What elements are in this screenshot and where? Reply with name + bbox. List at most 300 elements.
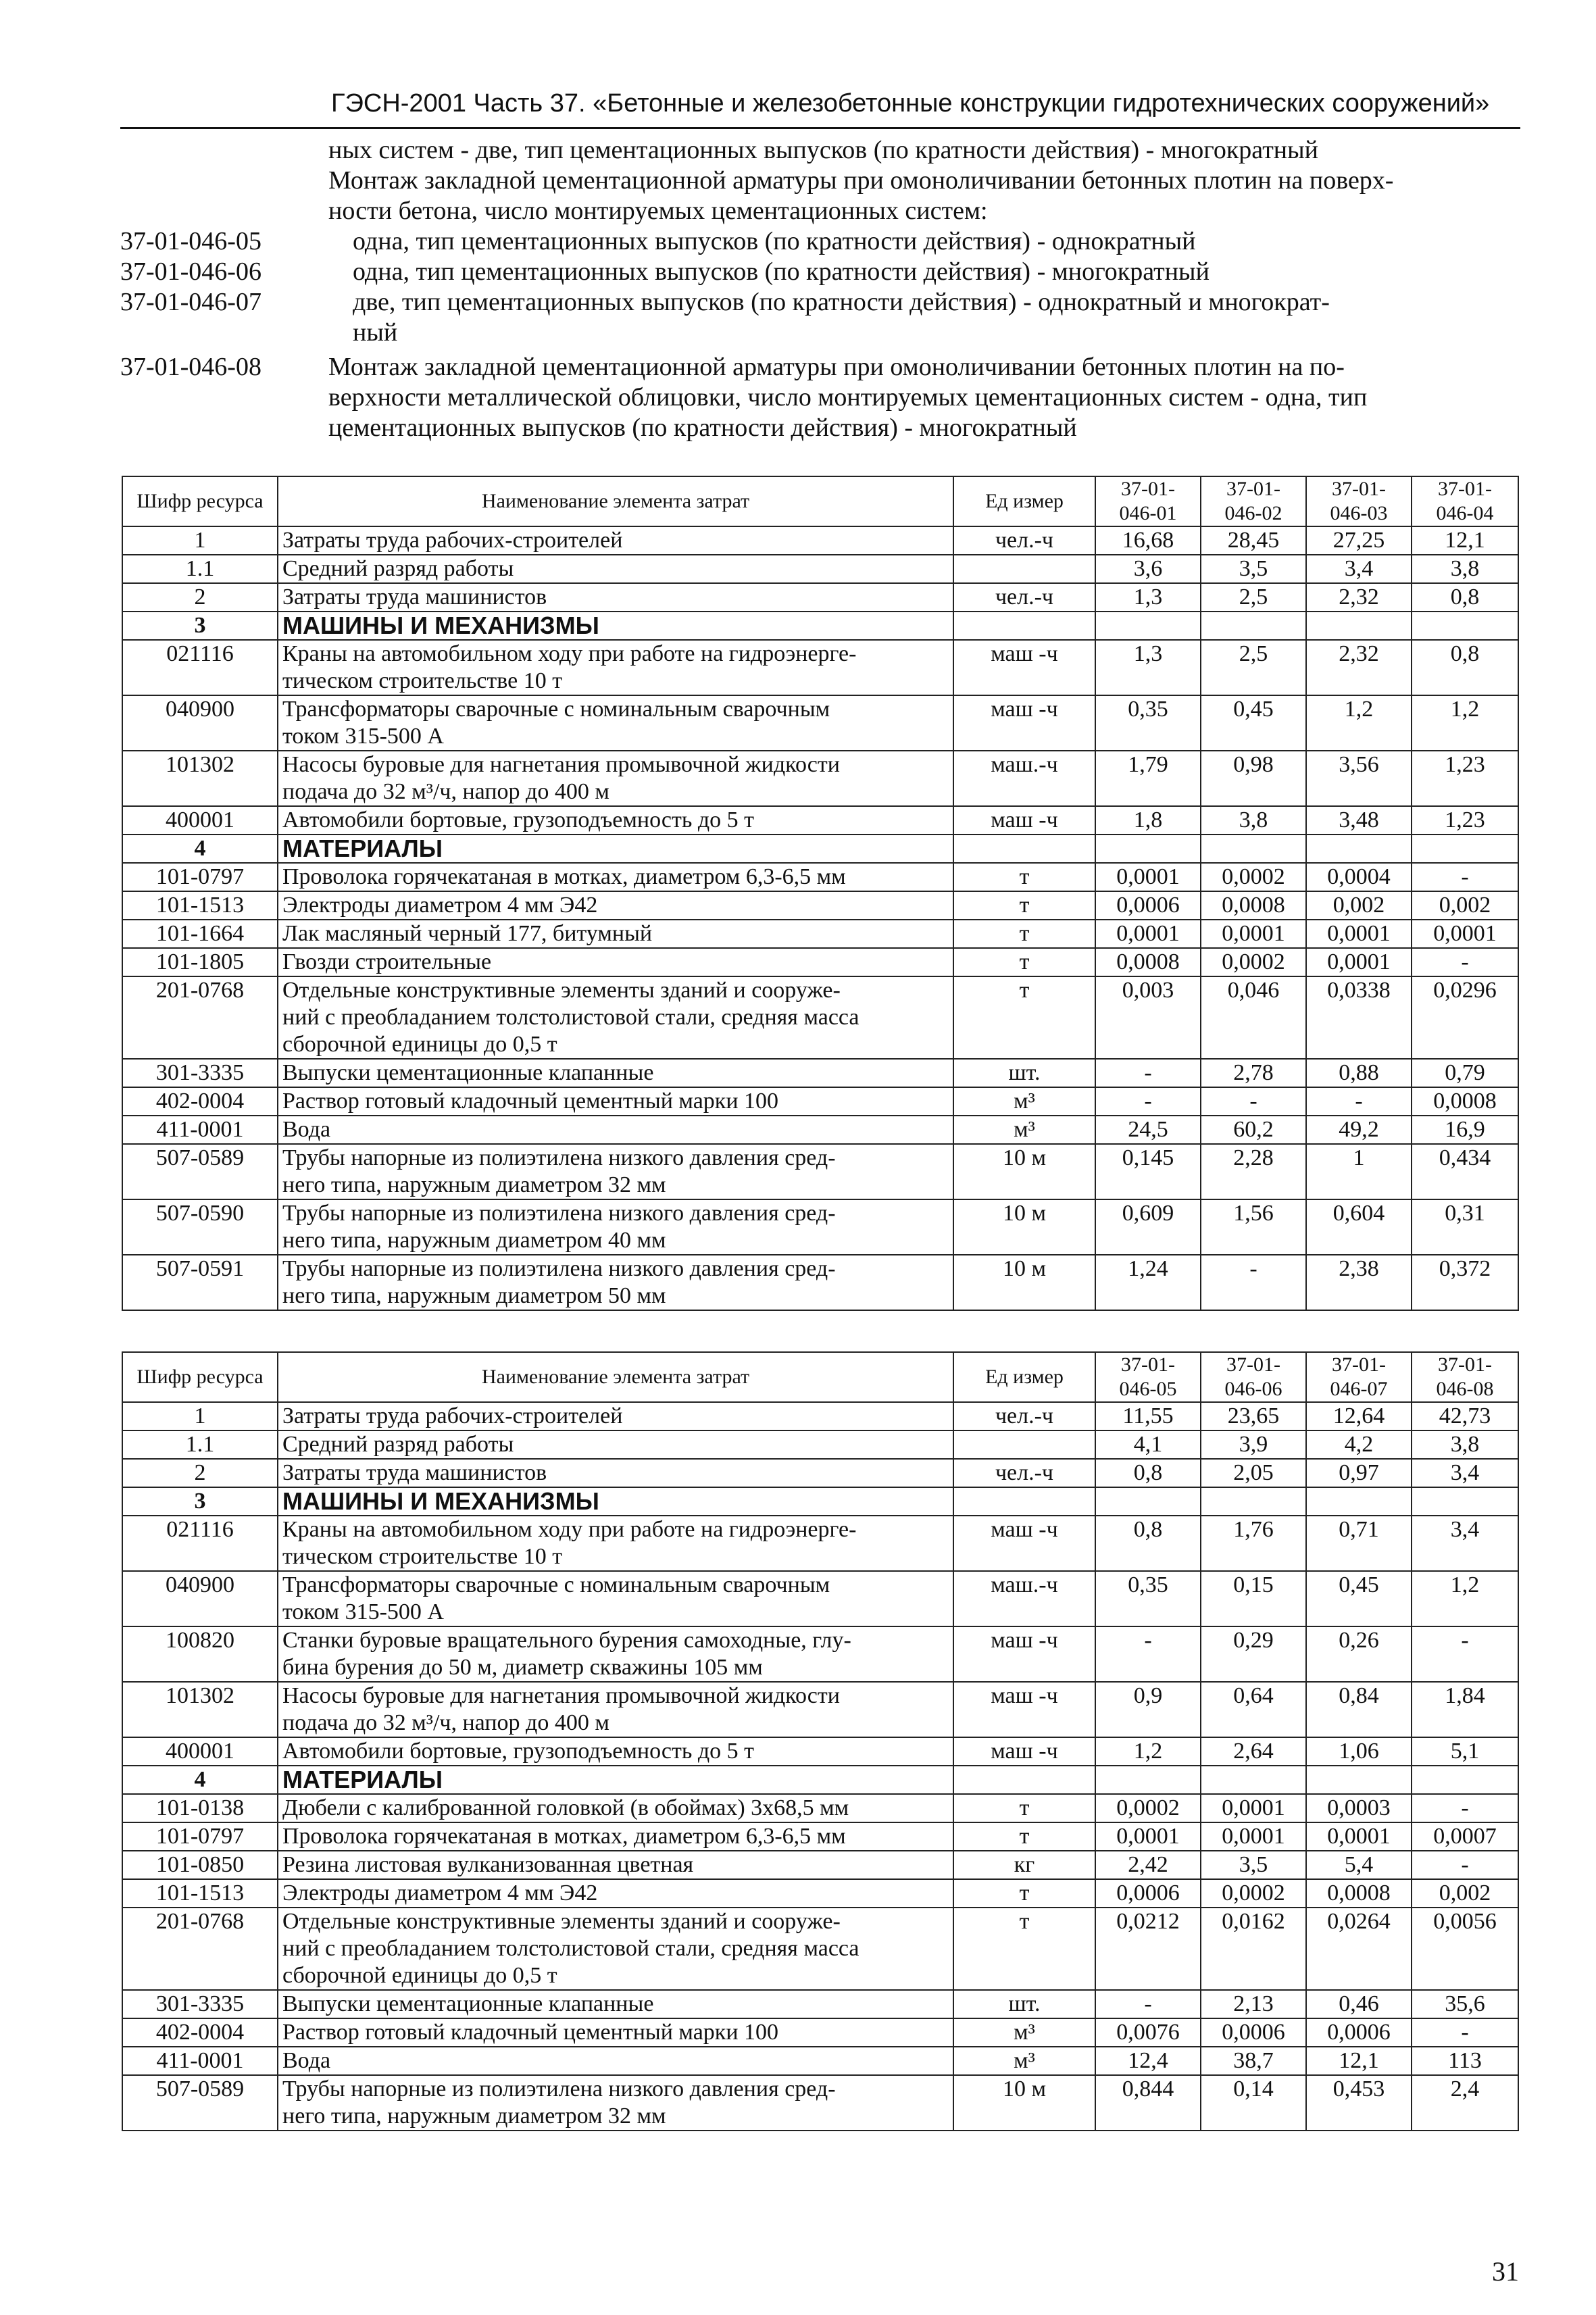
resource-name-cell: Трубы напорные из полиэтилена низкого давления сред- него типа, наружным диаметром 50 мм — [278, 1255, 953, 1310]
table-section-row — [122, 612, 1518, 640]
intro-item — [120, 287, 1520, 318]
resource-name-cell: Проволока горячекатаная в мотках, диаметром 6,3-6,5 мм — [278, 1822, 953, 1851]
table-row — [122, 1059, 1518, 1087]
value-cell: 0,0006 — [1095, 1879, 1201, 1908]
table-row — [122, 2047, 1518, 2075]
intro-item — [120, 226, 1520, 257]
value-cell: 0,003 — [1095, 976, 1201, 1059]
value-cell: 0,002 — [1306, 891, 1412, 920]
resource-code-cell: 101-1513 — [122, 1879, 278, 1908]
value-cell: 1,3 — [1095, 640, 1201, 695]
resource-code-cell: 2 — [122, 583, 278, 612]
table-row — [122, 1571, 1518, 1626]
value-cell: 0,35 — [1095, 1571, 1201, 1626]
value-cell: 0,8 — [1095, 1516, 1201, 1571]
value-cell: 0,0008 — [1412, 1087, 1518, 1116]
resource-code-cell: 040900 — [122, 695, 278, 751]
resource-name-cell: Электроды диаметром 4 мм Э42 — [278, 891, 953, 920]
value-cell: 0,64 — [1201, 1682, 1306, 1737]
value-cell — [1095, 612, 1201, 640]
resource-name-cell: МАТЕРИАЛЫ — [278, 1766, 953, 1794]
value-cell: 0,844 — [1095, 2075, 1201, 2131]
value-cell: 3,4 — [1412, 1516, 1518, 1571]
table-row — [122, 555, 1518, 583]
value-cell: 0,0002 — [1201, 863, 1306, 891]
value-cell: 0,002 — [1412, 891, 1518, 920]
value-cell: 1,24 — [1095, 1255, 1201, 1310]
resource-name-cell: МАШИНЫ И МЕХАНИЗМЫ — [278, 1487, 953, 1516]
table-row — [122, 2075, 1518, 2131]
table-row — [122, 976, 1518, 1059]
value-cell: 0,0003 — [1306, 1794, 1412, 1822]
table-header-cell: 37-01- 046-05 — [1095, 1352, 1201, 1402]
table-header-cell: Наименование элемента затрат — [278, 1352, 953, 1402]
value-cell: 2,64 — [1201, 1737, 1306, 1766]
table-row — [122, 1990, 1518, 2018]
table-row — [122, 1255, 1518, 1310]
value-cell: 3,56 — [1306, 751, 1412, 806]
table-header-row — [122, 476, 1518, 526]
value-cell — [1201, 1487, 1306, 1516]
value-cell: 0,97 — [1306, 1459, 1412, 1487]
unit-cell: маш -ч — [953, 640, 1095, 695]
value-cell: 28,45 — [1201, 526, 1306, 555]
value-cell: 3,9 — [1201, 1430, 1306, 1459]
resource-code-cell: 101-1513 — [122, 891, 278, 920]
value-cell: - — [1306, 1087, 1412, 1116]
resource-name-cell: Затраты труда машинистов — [278, 1459, 953, 1487]
value-cell: 0,14 — [1201, 2075, 1306, 2131]
value-cell: 2,28 — [1201, 1144, 1306, 1199]
resource-code-cell: 201-0768 — [122, 1908, 278, 1990]
value-cell: 0,26 — [1306, 1626, 1412, 1682]
resource-code-cell: 101-1805 — [122, 948, 278, 976]
value-cell: - — [1412, 863, 1518, 891]
resource-name-cell: Раствор готовый кладочный цементный марки 100 — [278, 1087, 953, 1116]
value-cell: 2,5 — [1201, 583, 1306, 612]
unit-cell: маш -ч — [953, 1737, 1095, 1766]
value-cell: 4,1 — [1095, 1430, 1201, 1459]
unit-cell: м³ — [953, 2047, 1095, 2075]
value-cell: 0,604 — [1306, 1199, 1412, 1255]
value-cell: 2,5 — [1201, 640, 1306, 695]
value-cell: 0,46 — [1306, 1990, 1412, 2018]
unit-cell — [953, 612, 1095, 640]
value-cell: 0,0004 — [1306, 863, 1412, 891]
resource-code-cell: 040900 — [122, 1571, 278, 1626]
resource-name-cell: Вода — [278, 2047, 953, 2075]
resource-code-cell: 1.1 — [122, 555, 278, 583]
intro-item-code: 37-01-046-07 — [120, 288, 261, 316]
value-cell: 0,0006 — [1095, 891, 1201, 920]
table-header-cell: Ед измер — [953, 1352, 1095, 1402]
value-cell: 0,88 — [1306, 1059, 1412, 1087]
unit-cell: маш -ч — [953, 1516, 1095, 1571]
intro-item — [120, 352, 1520, 382]
table-row — [122, 1737, 1518, 1766]
value-cell: 0,45 — [1201, 695, 1306, 751]
value-cell: 42,73 — [1412, 1402, 1518, 1430]
resource-name-cell: Гвозди строительные — [278, 948, 953, 976]
value-cell: 11,55 — [1095, 1402, 1201, 1430]
unit-cell: м³ — [953, 1087, 1095, 1116]
resource-code-cell: 507-0590 — [122, 1199, 278, 1255]
value-cell: 2,38 — [1306, 1255, 1412, 1310]
resource-name-cell: Трансформаторы сварочные с номинальным сварочным током 315-500 А — [278, 1571, 953, 1626]
value-cell — [1306, 1766, 1412, 1794]
value-cell: 2,42 — [1095, 1851, 1201, 1879]
resource-code-cell: 507-0589 — [122, 1144, 278, 1199]
table-header-cell: 37-01- 046-06 — [1201, 1352, 1306, 1402]
value-cell: 1,84 — [1412, 1682, 1518, 1737]
resource-name-cell: Насосы буровые для нагнетания промывочной жидкости подача до 32 м³/ч, напор до 400 м — [278, 1682, 953, 1737]
value-cell: 0,8 — [1095, 1459, 1201, 1487]
value-cell — [1201, 1766, 1306, 1794]
unit-cell — [953, 1430, 1095, 1459]
value-cell: 12,1 — [1412, 526, 1518, 555]
value-cell: 0,0076 — [1095, 2018, 1201, 2047]
resource-name-cell: Выпуски цементационные клапанные — [278, 1059, 953, 1087]
resource-name-cell: Трансформаторы сварочные с номинальным сварочным током 315-500 А — [278, 695, 953, 751]
value-cell: - — [1412, 1794, 1518, 1822]
value-cell: 1,3 — [1095, 583, 1201, 612]
resource-code-cell: 3 — [122, 612, 278, 640]
intro-line: ности бетона, число монтируемых цементационных систем: — [328, 197, 988, 225]
value-cell: 38,7 — [1201, 2047, 1306, 2075]
value-cell: 0,453 — [1306, 2075, 1412, 2131]
table-header-cell: 37-01- 046-01 — [1095, 476, 1201, 526]
value-cell — [1095, 835, 1201, 863]
value-cell: 3,4 — [1412, 1459, 1518, 1487]
value-cell: 5,1 — [1412, 1737, 1518, 1766]
value-cell: 1,2 — [1412, 695, 1518, 751]
resource-name-cell: Вода — [278, 1116, 953, 1144]
value-cell: 49,2 — [1306, 1116, 1412, 1144]
table-row — [122, 1626, 1518, 1682]
resource-code-cell: 1 — [122, 526, 278, 555]
resource-name-cell: Автомобили бортовые, грузоподъемность до 5 т — [278, 1737, 953, 1766]
value-cell: 0,0007 — [1412, 1822, 1518, 1851]
value-cell: 0,9 — [1095, 1682, 1201, 1737]
value-cell: 113 — [1412, 2047, 1518, 2075]
value-cell: 16,9 — [1412, 1116, 1518, 1144]
resource-name-cell: Дюбели с калиброванной головкой (в обоймах) 3х68,5 мм — [278, 1794, 953, 1822]
value-cell — [1306, 612, 1412, 640]
value-cell: 0,0001 — [1095, 863, 1201, 891]
value-cell: 3,8 — [1412, 1430, 1518, 1459]
table-row — [122, 863, 1518, 891]
resource-name-cell: Отдельные конструктивные элементы зданий и сооруже- ний с преобладанием толстолистовой стали, средняя масса сборочной единицы до 0,5 т — [278, 976, 953, 1059]
value-cell: 3,8 — [1201, 806, 1306, 835]
value-cell: - — [1095, 1087, 1201, 1116]
unit-cell — [953, 1487, 1095, 1516]
table-row — [122, 695, 1518, 751]
value-cell: - — [1412, 2018, 1518, 2047]
value-cell: 0,0001 — [1095, 1822, 1201, 1851]
resource-code-cell: 201-0768 — [122, 976, 278, 1059]
resource-name-cell: Раствор готовый кладочный цементный марки 100 — [278, 2018, 953, 2047]
table-row — [122, 526, 1518, 555]
value-cell: 24,5 — [1095, 1116, 1201, 1144]
value-cell: 4,2 — [1306, 1430, 1412, 1459]
value-cell: 0,0212 — [1095, 1908, 1201, 1990]
resource-name-cell: Электроды диаметром 4 мм Э42 — [278, 1879, 953, 1908]
value-cell: 0,0338 — [1306, 976, 1412, 1059]
table-section-row — [122, 1766, 1518, 1794]
resource-code-cell: 3 — [122, 1487, 278, 1516]
intro-item-code: 37-01-046-05 — [120, 227, 261, 255]
value-cell: 1 — [1306, 1144, 1412, 1199]
unit-cell: чел.-ч — [953, 1459, 1095, 1487]
value-cell — [1201, 612, 1306, 640]
value-cell: 1,2 — [1306, 695, 1412, 751]
value-cell: 2,13 — [1201, 1990, 1306, 2018]
unit-cell: м³ — [953, 1116, 1095, 1144]
resource-name-cell: Средний разряд работы — [278, 555, 953, 583]
resource-code-cell: 402-0004 — [122, 1087, 278, 1116]
resource-code-cell: 400001 — [122, 806, 278, 835]
value-cell: 0,0008 — [1201, 891, 1306, 920]
resource-name-cell: Автомобили бортовые, грузоподъемность до 5 т — [278, 806, 953, 835]
table-header-cell: 37-01- 046-08 — [1412, 1352, 1518, 1402]
value-cell: 0,046 — [1201, 976, 1306, 1059]
page-header-title: ГЭСН-2001 Часть 37. «Бетонные и железобетонные конструкции гидротехнических сооружений» — [331, 89, 1490, 118]
table-row — [122, 1822, 1518, 1851]
unit-cell: т — [953, 948, 1095, 976]
resource-code-cell: 101-0850 — [122, 1851, 278, 1879]
value-cell: - — [1412, 1626, 1518, 1682]
value-cell: 0,0001 — [1201, 920, 1306, 948]
table-header-cell: Наименование элемента затрат — [278, 476, 953, 526]
resource-name-cell: Резина листовая вулканизованная цветная — [278, 1851, 953, 1879]
table-row — [122, 806, 1518, 835]
value-cell: - — [1095, 1626, 1201, 1682]
table-row — [122, 948, 1518, 976]
table-row — [122, 1794, 1518, 1822]
table-row — [122, 891, 1518, 920]
value-cell: 0,0001 — [1306, 1822, 1412, 1851]
table-header-cell: 37-01- 046-07 — [1306, 1352, 1412, 1402]
value-cell: 0,0001 — [1095, 920, 1201, 948]
resource-code-cell: 2 — [122, 1459, 278, 1487]
intro-item-continuation: ный — [353, 318, 398, 347]
unit-cell: т — [953, 891, 1095, 920]
unit-cell: чел.-ч — [953, 1402, 1095, 1430]
table-header-cell: Ед измер — [953, 476, 1095, 526]
unit-cell: т — [953, 976, 1095, 1059]
resource-code-cell: 411-0001 — [122, 1116, 278, 1144]
value-cell: 1,76 — [1201, 1516, 1306, 1571]
unit-cell: чел.-ч — [953, 526, 1095, 555]
value-cell: 0,71 — [1306, 1516, 1412, 1571]
intro-item — [120, 257, 1520, 287]
unit-cell: маш -ч — [953, 1626, 1095, 1682]
resource-code-cell: 4 — [122, 835, 278, 863]
intro-line: Монтаж закладной цементационной арматуры при омоноличивании бетонных плотин на поверх- — [328, 166, 1394, 195]
resource-name-cell: Лак масляный черный 177, битумный — [278, 920, 953, 948]
value-cell: 0,0001 — [1201, 1822, 1306, 1851]
value-cell — [1306, 835, 1412, 863]
unit-cell: маш.-ч — [953, 751, 1095, 806]
unit-cell: 10 м — [953, 1199, 1095, 1255]
table-row — [122, 1430, 1518, 1459]
value-cell: - — [1095, 1990, 1201, 2018]
unit-cell: маш -ч — [953, 1682, 1095, 1737]
value-cell: 2,4 — [1412, 2075, 1518, 2131]
unit-cell: 10 м — [953, 2075, 1095, 2131]
resource-code-cell: 507-0589 — [122, 2075, 278, 2131]
value-cell: 0,609 — [1095, 1199, 1201, 1255]
value-cell — [1095, 1487, 1201, 1516]
value-cell: 35,6 — [1412, 1990, 1518, 2018]
unit-cell: маш -ч — [953, 695, 1095, 751]
table-header-cell: 37-01- 046-04 — [1412, 476, 1518, 526]
intro-item-text: одна, тип цементационных выпусков (по кратности действия) - многократный — [353, 257, 1210, 286]
value-cell: 27,25 — [1306, 526, 1412, 555]
value-cell: 1,79 — [1095, 751, 1201, 806]
table-row — [122, 583, 1518, 612]
unit-cell: т — [953, 1908, 1095, 1990]
intro-item-text: одна, тип цементационных выпусков (по кратности действия) - однократный — [353, 227, 1196, 255]
table-row — [122, 1144, 1518, 1199]
intro-item-text: Монтаж закладной цементационной арматуры при омоноличивании бетонных плотин на по- — [328, 353, 1345, 381]
resource-code-cell: 507-0591 — [122, 1255, 278, 1310]
value-cell: 0,31 — [1412, 1199, 1518, 1255]
table-row — [122, 1402, 1518, 1430]
table-row — [122, 920, 1518, 948]
table-row — [122, 1682, 1518, 1737]
resource-code-cell: 101-0797 — [122, 863, 278, 891]
value-cell: 1,2 — [1095, 1737, 1201, 1766]
unit-cell: т — [953, 1879, 1095, 1908]
resource-code-cell: 101-0797 — [122, 1822, 278, 1851]
unit-cell: т — [953, 863, 1095, 891]
resource-code-cell: 101302 — [122, 751, 278, 806]
unit-cell: маш -ч — [953, 806, 1095, 835]
value-cell: 0,0002 — [1201, 1879, 1306, 1908]
resource-name-cell: МАТЕРИАЛЫ — [278, 835, 953, 863]
table-row — [122, 1199, 1518, 1255]
resource-code-cell: 021116 — [122, 1516, 278, 1571]
resource-code-cell: 100820 — [122, 1626, 278, 1682]
value-cell: 0,98 — [1201, 751, 1306, 806]
resource-name-cell: Затраты труда машинистов — [278, 583, 953, 612]
value-cell: 0,0008 — [1095, 948, 1201, 976]
table-header-row — [122, 1352, 1518, 1402]
value-cell: 0,0001 — [1201, 1794, 1306, 1822]
value-cell: 2,32 — [1306, 583, 1412, 612]
value-cell: 3,5 — [1201, 555, 1306, 583]
resource-name-cell: Трубы напорные из полиэтилена низкого давления сред- него типа, наружным диаметром 32 мм — [278, 2075, 953, 2131]
resource-code-cell: 101-0138 — [122, 1794, 278, 1822]
value-cell: 12,1 — [1306, 2047, 1412, 2075]
intro-line: ных систем - две, тип цементационных выпусков (по кратности действия) - многократный — [328, 136, 1319, 164]
value-cell: 12,4 — [1095, 2047, 1201, 2075]
value-cell: 2,05 — [1201, 1459, 1306, 1487]
unit-cell: т — [953, 920, 1095, 948]
value-cell: 1,56 — [1201, 1199, 1306, 1255]
value-cell — [1306, 1487, 1412, 1516]
value-cell: 0,145 — [1095, 1144, 1201, 1199]
table-row — [122, 1087, 1518, 1116]
unit-cell: 10 м — [953, 1144, 1095, 1199]
resource-code-cell: 1.1 — [122, 1430, 278, 1459]
value-cell: 60,2 — [1201, 1116, 1306, 1144]
resource-name-cell: Проволока горячекатаная в мотках, диаметром 6,3-6,5 мм — [278, 863, 953, 891]
value-cell — [1412, 612, 1518, 640]
value-cell: 0,79 — [1412, 1059, 1518, 1087]
resource-code-cell: 301-3335 — [122, 1059, 278, 1087]
unit-cell: маш.-ч — [953, 1571, 1095, 1626]
value-cell — [1412, 1766, 1518, 1794]
value-cell: 3,8 — [1412, 555, 1518, 583]
unit-cell: шт. — [953, 1059, 1095, 1087]
resource-name-cell: Выпуски цементационные клапанные — [278, 1990, 953, 2018]
value-cell: 0,0006 — [1201, 2018, 1306, 2047]
value-cell: 0,002 — [1412, 1879, 1518, 1908]
table-row — [122, 2018, 1518, 2047]
norm-table-2 — [122, 1351, 1519, 2131]
value-cell: 0,8 — [1412, 583, 1518, 612]
value-cell: 0,0002 — [1201, 948, 1306, 976]
norm-table-1 — [122, 476, 1519, 1311]
value-cell: 0,0008 — [1306, 1879, 1412, 1908]
unit-cell: м³ — [953, 2018, 1095, 2047]
table-row — [122, 1908, 1518, 1990]
table-row — [122, 751, 1518, 806]
resource-code-cell: 400001 — [122, 1737, 278, 1766]
value-cell: 0,45 — [1306, 1571, 1412, 1626]
intro-line: цементационных выпусков (по кратности действия) - многократный — [328, 414, 1077, 442]
value-cell: 0,15 — [1201, 1571, 1306, 1626]
value-cell: 0,0001 — [1306, 920, 1412, 948]
value-cell: 0,0056 — [1412, 1908, 1518, 1990]
table-header-cell: 37-01- 046-02 — [1201, 476, 1306, 526]
table-row — [122, 1116, 1518, 1144]
resource-code-cell: 101302 — [122, 1682, 278, 1737]
table-section-row — [122, 1487, 1518, 1516]
table-row — [122, 640, 1518, 695]
resource-code-cell: 1 — [122, 1402, 278, 1430]
value-cell: 3,4 — [1306, 555, 1412, 583]
value-cell: 2,78 — [1201, 1059, 1306, 1087]
resource-code-cell: 021116 — [122, 640, 278, 695]
table-section-row — [122, 835, 1518, 863]
value-cell: 0,372 — [1412, 1255, 1518, 1310]
table-row — [122, 1516, 1518, 1571]
value-cell: - — [1412, 1851, 1518, 1879]
value-cell: 16,68 — [1095, 526, 1201, 555]
resource-code-cell: 301-3335 — [122, 1990, 278, 2018]
intro-item-code: 37-01-046-08 — [120, 353, 261, 381]
intro-item-code: 37-01-046-06 — [120, 257, 261, 286]
value-cell: 0,0001 — [1306, 948, 1412, 976]
value-cell: 3,5 — [1201, 1851, 1306, 1879]
value-cell: 0,0162 — [1201, 1908, 1306, 1990]
value-cell: 0,35 — [1095, 695, 1201, 751]
table-row — [122, 1851, 1518, 1879]
value-cell: 0,0296 — [1412, 976, 1518, 1059]
resource-name-cell: Насосы буровые для нагнетания промывочной жидкости подача до 32 м³/ч, напор до 400 м — [278, 751, 953, 806]
value-cell: 1,8 — [1095, 806, 1201, 835]
table-row — [122, 1879, 1518, 1908]
value-cell: 3,6 — [1095, 555, 1201, 583]
unit-cell — [953, 1766, 1095, 1794]
value-cell: 0,29 — [1201, 1626, 1306, 1682]
value-cell: 0,0264 — [1306, 1908, 1412, 1990]
value-cell: 1,23 — [1412, 806, 1518, 835]
value-cell: - — [1412, 948, 1518, 976]
